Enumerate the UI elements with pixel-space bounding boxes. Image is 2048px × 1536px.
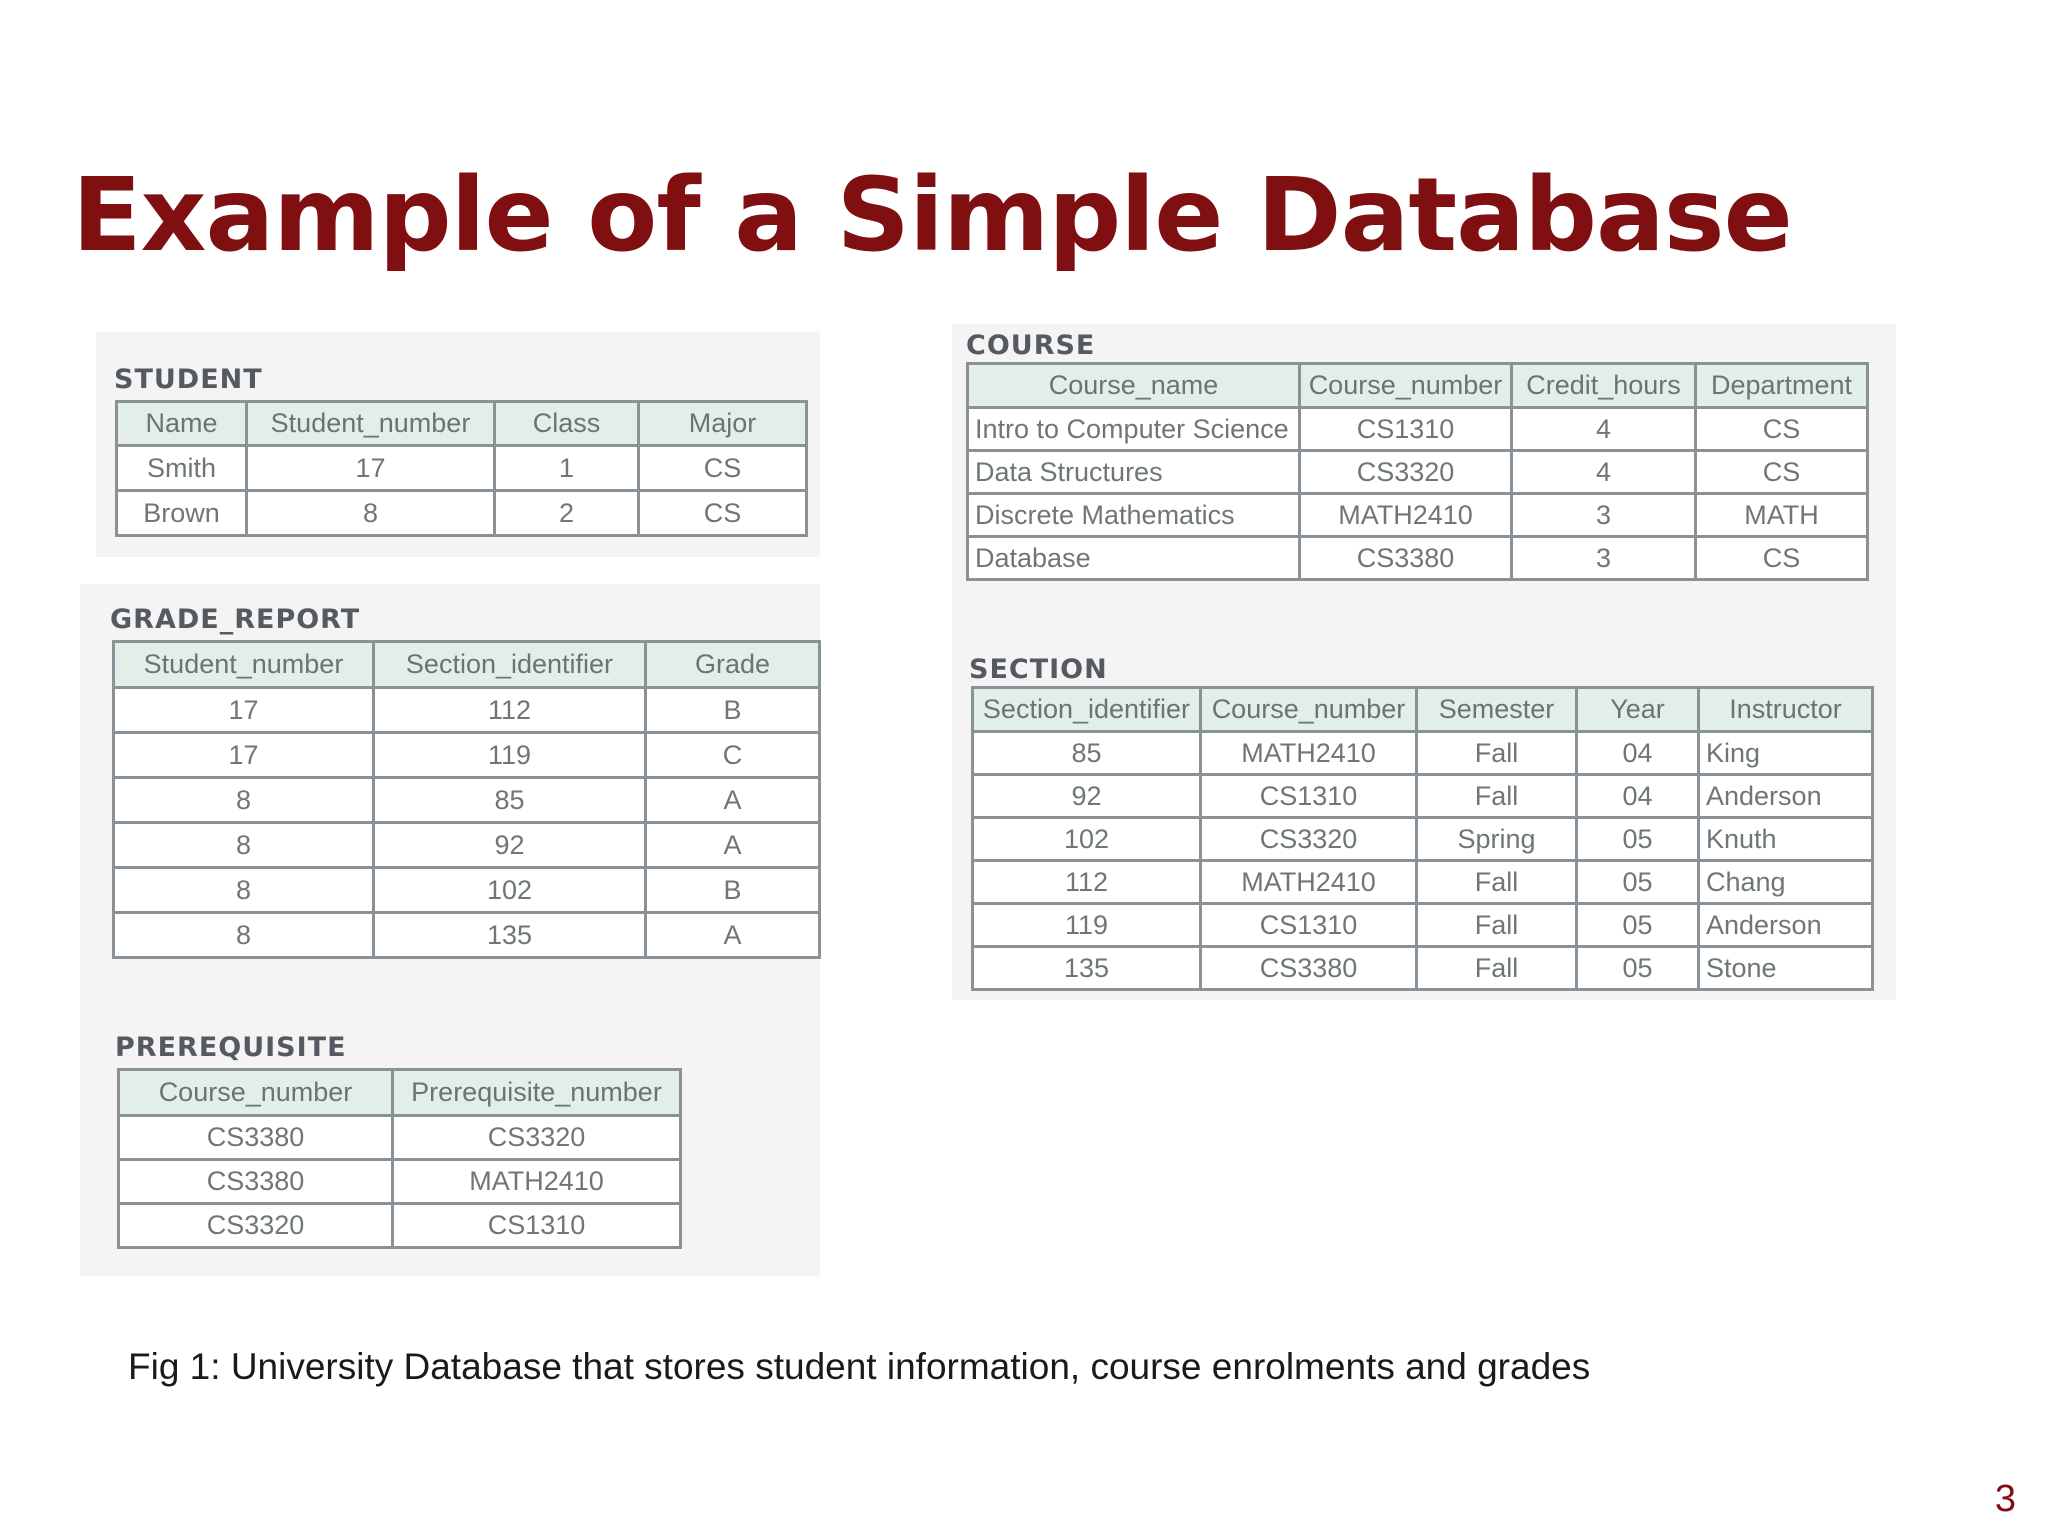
column-header: Class <box>495 402 639 446</box>
column-header: Credit_hours <box>1512 364 1696 408</box>
table-cell: 8 <box>114 913 374 958</box>
table-cell: Anderson <box>1699 775 1873 818</box>
table-row <box>968 451 1868 494</box>
table-row <box>973 861 1873 904</box>
section-table-title: SECTION <box>969 654 1108 685</box>
table-cell: 04 <box>1577 732 1699 775</box>
column-header: Section_identifier <box>973 688 1201 732</box>
table-cell: MATH2410 <box>1300 494 1512 537</box>
table-cell: CS3380 <box>119 1116 393 1160</box>
table-cell: 112 <box>973 861 1201 904</box>
table-cell: 85 <box>973 732 1201 775</box>
column-header: Department <box>1696 364 1868 408</box>
table-row <box>114 778 820 823</box>
table-cell: CS3380 <box>1201 947 1417 990</box>
table-cell: Intro to Computer Science <box>968 408 1300 451</box>
table-cell: 102 <box>374 868 646 913</box>
table-cell: CS <box>639 446 807 491</box>
table-cell: 135 <box>973 947 1201 990</box>
column-header: Course_name <box>968 364 1300 408</box>
table-cell: CS3380 <box>1300 537 1512 580</box>
column-header: Course_number <box>1201 688 1417 732</box>
table-cell: 17 <box>114 688 374 733</box>
table-cell: A <box>646 778 820 823</box>
table-cell: CS <box>639 491 807 536</box>
table-cell: Fall <box>1417 947 1577 990</box>
table-row <box>114 688 820 733</box>
slide-title: Example of a Simple Database <box>72 156 1792 275</box>
table-cell: Fall <box>1417 732 1577 775</box>
table-row <box>114 733 820 778</box>
table-cell: MATH2410 <box>1201 732 1417 775</box>
column-header: Name <box>117 402 247 446</box>
table-cell: Stone <box>1699 947 1873 990</box>
table-cell: Smith <box>117 446 247 491</box>
column-header: Course_number <box>119 1070 393 1116</box>
table-cell: CS <box>1696 451 1868 494</box>
column-header: Student_number <box>114 642 374 688</box>
table-cell: 119 <box>973 904 1201 947</box>
figure-caption: Fig 1: University Database that stores student information, course enrolments and grades <box>128 1346 1591 1387</box>
column-header: Grade <box>646 642 820 688</box>
table-cell: 04 <box>1577 775 1699 818</box>
column-header: Course_number <box>1300 364 1512 408</box>
table-row <box>114 913 820 958</box>
course-table <box>966 362 1869 581</box>
table-cell: 92 <box>973 775 1201 818</box>
table-cell: 17 <box>114 733 374 778</box>
table-cell: CS3380 <box>119 1160 393 1204</box>
table-cell: 05 <box>1577 904 1699 947</box>
table-cell: Chang <box>1699 861 1873 904</box>
table-cell: 1 <box>495 446 639 491</box>
table-cell: 85 <box>374 778 646 823</box>
table-cell: 102 <box>973 818 1201 861</box>
table-row <box>973 732 1873 775</box>
prerequisite-table-title: PREREQUISITE <box>115 1032 347 1063</box>
table-cell: CS1310 <box>1201 775 1417 818</box>
table-cell: Brown <box>117 491 247 536</box>
grade-report-table <box>112 640 821 959</box>
table-cell: King <box>1699 732 1873 775</box>
table-row <box>968 537 1868 580</box>
page-number: 3 <box>1994 1478 2016 1520</box>
table-cell: 05 <box>1577 861 1699 904</box>
table-cell: 92 <box>374 823 646 868</box>
table-cell: CS1310 <box>393 1204 681 1248</box>
table-cell: MATH2410 <box>393 1160 681 1204</box>
table-cell: 112 <box>374 688 646 733</box>
table-row <box>973 947 1873 990</box>
table-row <box>119 1116 681 1160</box>
table-cell: A <box>646 913 820 958</box>
table-cell: B <box>646 868 820 913</box>
course-table-title: COURSE <box>966 330 1096 361</box>
table-cell: 8 <box>114 778 374 823</box>
table-cell: 8 <box>114 868 374 913</box>
table-cell: CS3320 <box>393 1116 681 1160</box>
table-cell: Fall <box>1417 904 1577 947</box>
table-cell: CS <box>1696 537 1868 580</box>
column-header: Major <box>639 402 807 446</box>
table-cell: Fall <box>1417 861 1577 904</box>
table-cell: CS3320 <box>1201 818 1417 861</box>
table-cell: 135 <box>374 913 646 958</box>
column-header: Year <box>1577 688 1699 732</box>
student-table-title: STUDENT <box>114 364 263 395</box>
table-cell: 8 <box>114 823 374 868</box>
table-cell: 4 <box>1512 451 1696 494</box>
table-cell: 4 <box>1512 408 1696 451</box>
table-cell: Fall <box>1417 775 1577 818</box>
table-row <box>973 904 1873 947</box>
table-cell: 05 <box>1577 818 1699 861</box>
column-header: Prerequisite_number <box>393 1070 681 1116</box>
table-cell: Discrete Mathematics <box>968 494 1300 537</box>
table-cell: 8 <box>247 491 495 536</box>
table-row <box>114 823 820 868</box>
table-cell: Anderson <box>1699 904 1873 947</box>
table-cell: CS <box>1696 408 1868 451</box>
table-cell: CS3320 <box>1300 451 1512 494</box>
table-cell: 05 <box>1577 947 1699 990</box>
table-row <box>973 775 1873 818</box>
prerequisite-table <box>117 1068 682 1249</box>
table-cell: 119 <box>374 733 646 778</box>
table-row <box>119 1204 681 1248</box>
table-cell: MATH2410 <box>1201 861 1417 904</box>
table-cell: 3 <box>1512 537 1696 580</box>
table-cell: CS3320 <box>119 1204 393 1248</box>
table-cell: C <box>646 733 820 778</box>
table-row <box>114 868 820 913</box>
table-cell: Database <box>968 537 1300 580</box>
table-cell: B <box>646 688 820 733</box>
table-cell: CS1310 <box>1201 904 1417 947</box>
table-row <box>968 494 1868 537</box>
table-cell: 2 <box>495 491 639 536</box>
table-cell: Knuth <box>1699 818 1873 861</box>
grade-report-table-title: GRADE_REPORT <box>110 604 361 635</box>
table-row <box>973 818 1873 861</box>
table-cell: CS1310 <box>1300 408 1512 451</box>
table-row <box>968 408 1868 451</box>
table-row <box>119 1160 681 1204</box>
table-cell: MATH <box>1696 494 1868 537</box>
student-table <box>115 400 808 537</box>
column-header: Instructor <box>1699 688 1873 732</box>
column-header: Section_identifier <box>374 642 646 688</box>
table-cell: 17 <box>247 446 495 491</box>
table-cell: A <box>646 823 820 868</box>
column-header: Semester <box>1417 688 1577 732</box>
table-cell: Spring <box>1417 818 1577 861</box>
table-cell: Data Structures <box>968 451 1300 494</box>
section-table <box>971 686 1874 991</box>
column-header: Student_number <box>247 402 495 446</box>
table-cell: 3 <box>1512 494 1696 537</box>
table-row <box>117 446 807 491</box>
table-row <box>117 491 807 536</box>
